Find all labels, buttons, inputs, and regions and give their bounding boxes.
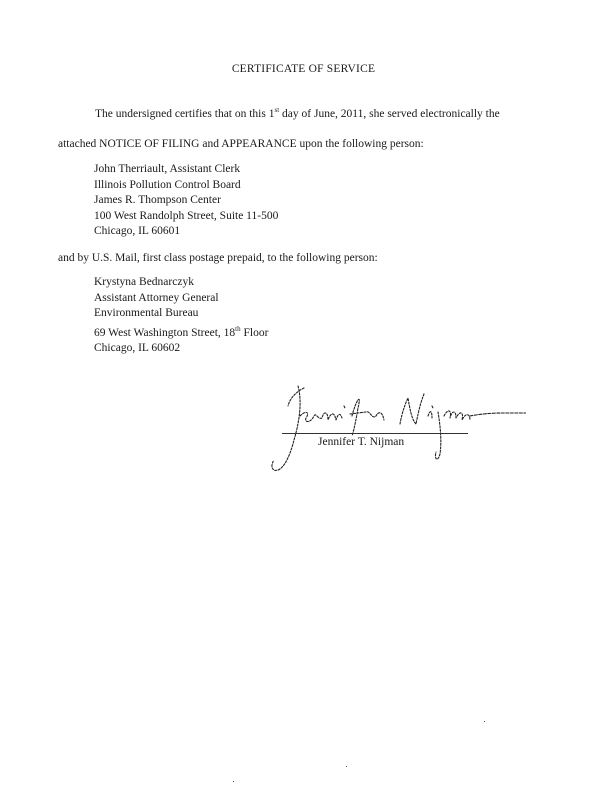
street-text-end: Floor [240,326,269,339]
recipient-title: Assistant Attorney General [94,291,219,304]
attached-documents-line: attached NOTICE OF FILING and APPEARANCE upon the following person: [58,138,424,150]
recipient-building: James R. Thompson Center [94,194,221,206]
certification-line [95,106,500,120]
certification-day-suffix: st [274,106,280,114]
recipient-street [94,322,268,342]
document-title: CERTIFICATE OF SERVICE [231,63,376,75]
certification-text-start: The undersigned certifies that on this 1 [95,108,275,120]
handwritten-signature [266,380,526,480]
recipient-department: Environmental Bureau [94,307,199,319]
signature-line [282,433,468,434]
scan-speck [484,721,485,722]
recipient-name: Krystyna Bednarczyk [94,276,194,288]
street-text-start: 69 West Washington Street, 18 [94,326,236,339]
recipient-address-block-2 [94,275,268,357]
signatory-name: Jennifer T. Nijman [318,436,405,448]
scan-speck [233,781,234,782]
recipient-city: Chicago, IL 60602 [94,342,181,354]
recipient-city: Chicago, IL 60601 [94,225,181,237]
recipient-name: John Therriault, Assistant Clerk [94,163,241,175]
recipient-organization: Illinois Pollution Control Board [94,178,241,191]
recipient-address-block-1 [94,162,278,240]
scan-speck [346,766,347,767]
recipient-street: 100 West Randolph Street, Suite 11-500 [94,209,279,222]
certification-text-end: day of June, 2011, she served electronically the [279,108,500,120]
mail-service-line: and by U.S. Mail, first class postage prepaid, to the following person: [58,252,378,264]
floor-suffix: th [235,324,241,333]
